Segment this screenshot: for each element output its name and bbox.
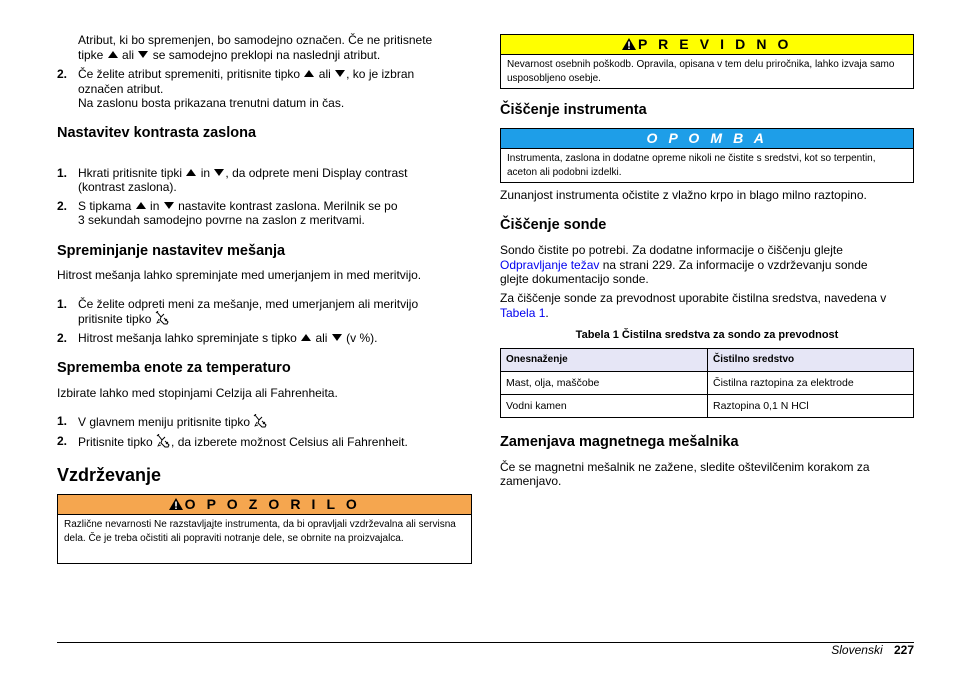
cleaning-agents-table [500,348,914,418]
warning-box [57,494,472,564]
table-row [501,395,914,418]
stirrer-line-1: Če se magnetni mešalnik ne zažene, sledite oštevilčenim korakom za [500,460,870,474]
table-cell: Mast, olja, maščobe [501,372,708,395]
caution-header: P R E V I D N O [501,35,913,55]
step-change-attribute: 2. Če želite atribut spremeniti, pritisnite tipko ali , ko je izbran označen atribut. Na zaslonu bosta prikazana trenutni datum in čas. [57,67,415,110]
up-arrow-icon [136,202,146,209]
section-title-maintenance: Vzdrževanje [57,465,162,485]
temperature-intro: Izbirate lahko med stopinjami Celzija ali Fahrenheita. [57,386,338,400]
warning-header: O P O Z O R I L O [58,495,471,515]
caution-text: Nevarnost osebnih poškodb. Opravila, opisana v tem delu priročnika, lahko izvaja samo usposobljeno osebje. [507,59,895,84]
note-box [500,128,914,183]
page-number: 227 [893,643,914,657]
section-title-stirrer: Zamenjava magnetnega mešalnika [500,434,739,450]
down-arrow-icon [332,334,342,341]
temperature-step-2: 2. Pritisnite tipko , da izberete možnost Celsius ali Fahrenheit. [57,434,408,449]
wrench-icon [156,434,171,448]
section-title-contrast: Nastavitev kontrasta zaslona [57,125,257,141]
warning-text: Različne nevarnosti Ne razstavljajte instrumenta, da bi opravljali vzdrževalna ali servisna dela. Če je treba očistiti ali popraviti notranje dele, se obrnite na proizvajalca. [64,519,456,544]
stirrer-line-2: zamenjavo. [500,474,562,488]
section-title-cleaning-instrument: Čiščenje instrumenta [500,102,647,118]
cleaning-probe-paragraph-1: Sondo čistite po potrebi. Za dodatne informacije o čiščenju glejte Odpravljanje težav na strani 229. Za informacije o vzdrževanju sonde glejte dokumentacijo sonde. [500,243,868,286]
section-title-cleaning-probe: Čiščenje sonde [500,217,607,233]
table-cell: Vodni kamen [501,395,708,418]
caution-box [500,34,914,89]
contrast-step-2: 2. S tipkama in nastavite kontrast zaslona. Merilnik se po 3 sekundah samodejno povrne na zaslon z meritvami. [57,199,398,227]
page-footer [831,643,914,658]
footer-divider [57,642,914,643]
down-arrow-icon [214,169,224,176]
wrench-icon [155,311,170,325]
warning-triangle-icon [169,498,183,510]
note-header: O P O M B A [501,129,913,149]
cleaning-probe-paragraph-2: Za čiščenje sonde za prevodnost uporabite čistilna sredstva, navedena v Tabela 1. [500,291,887,320]
cleaning-instrument-text: Zunanjost instrumenta očistite z vlažno krpo in blago milno raztopino. [500,188,867,202]
warning-triangle-icon [622,38,636,50]
intro-line-1: Atribut, ki bo spremenjen, bo samodejno označen. Če ne pritisnete [78,33,433,47]
up-arrow-icon [186,169,196,176]
down-arrow-icon [164,202,174,209]
table-1-link[interactable]: Tabela 1 [500,305,546,320]
table-row [501,372,914,395]
table-header-row [501,349,914,372]
table-header-cell: Čistilno sredstvo [708,349,914,372]
contrast-step-1: 1. Hkrati pritisnite tipki in , da odprete meni Display contrast (kontrast zaslona). [57,166,408,194]
up-arrow-icon [301,334,311,341]
mixing-step-2: 2. Hitrost mešanja lahko spreminjate s tipko ali (v %). [57,331,378,345]
up-arrow-icon [108,51,118,58]
mixing-intro: Hitrost mešanja lahko spreminjate med umerjanjem in med meritvijo. [57,268,422,282]
note-text: Instrumenta, zaslona in dodatne opreme nikoli ne čistite s sredstvi, kot so terpentin, aceton ali podobni izdelki. [507,153,876,178]
table-caption: Tabela 1 Čistilna sredstva za sondo za prevodnost [575,329,839,341]
troubleshooting-link[interactable]: Odpravljanje težav [500,257,600,272]
table-cell: Čistilna raztopina za elektrode [708,372,914,395]
table-cell: Raztopina 0,1 N HCl [708,395,914,418]
footer-language: Slovenski [831,643,883,657]
section-title-temperature: Sprememba enote za temperaturo [57,360,291,376]
down-arrow-icon [138,51,148,58]
section-title-mixing: Spreminjanje nastavitev mešanja [57,243,286,259]
table-header-cell: Onesnaženje [501,349,708,372]
mixing-step-1: 1. Če želite odpreti meni za mešanje, med umerjanjem ali meritvijo pritisnite tipko [57,297,419,326]
intro-line-2: tipke ali se samodejno preklopi na naslednji atribut. [78,48,381,62]
down-arrow-icon [335,70,345,77]
wrench-icon [253,414,268,428]
up-arrow-icon [304,70,314,77]
temperature-step-1: 1. V glavnem meniju pritisnite tipko [57,414,472,430]
